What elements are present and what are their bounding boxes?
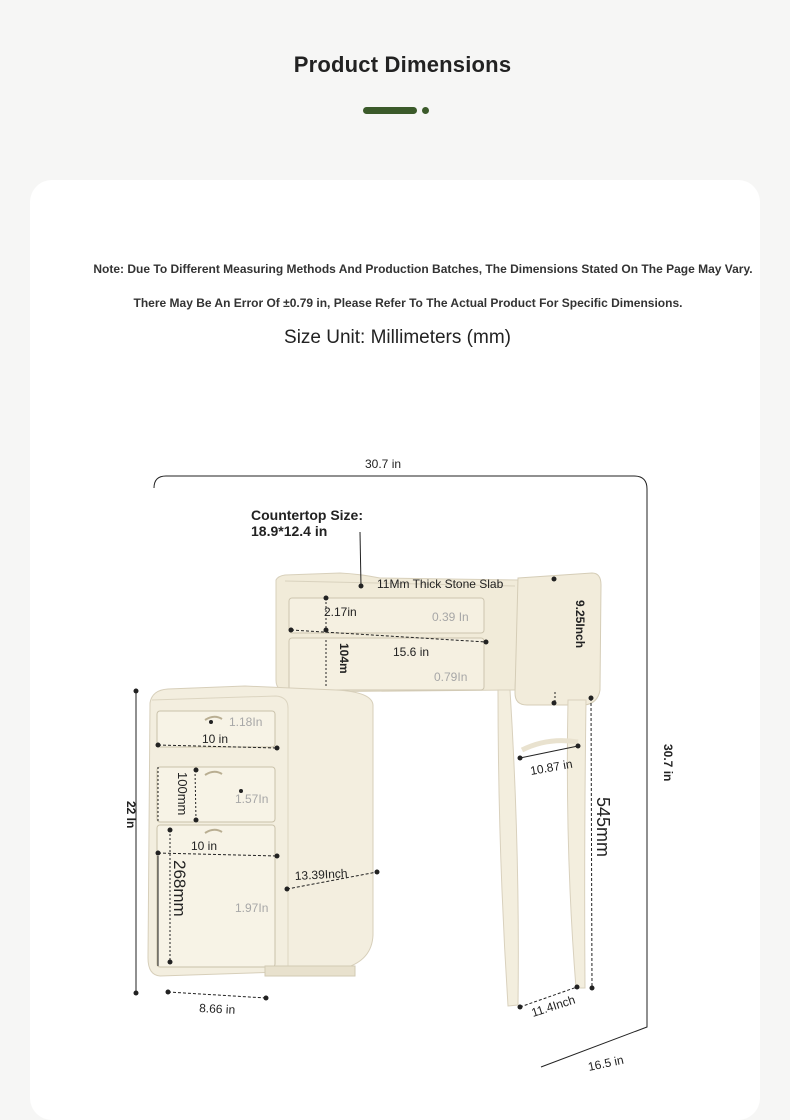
label-overall-width: 30.7 in bbox=[365, 457, 402, 471]
label-slab: 11Mm Thick Stone Slab bbox=[377, 577, 504, 591]
label-leg-depth: 11.4Inch bbox=[529, 992, 577, 1020]
label-leg-height: 545mm bbox=[593, 797, 613, 858]
label-cabinet-width-2: 10 in bbox=[191, 839, 218, 853]
page-title: Product Dimensions bbox=[293, 52, 512, 77]
size-unit: Size Unit: Millimeters (mm) bbox=[284, 327, 511, 348]
label-cabinet-gap-2: 1.57In bbox=[235, 792, 269, 806]
label-cabinet-drawer2-height: 100mm bbox=[175, 772, 190, 816]
note-line-1: Note: Due To Different Measuring Methods And Production Batches, The Dimensions Stated On The Page May Vary. bbox=[93, 262, 753, 276]
label-cabinet-gap-3: 1.97In bbox=[235, 901, 269, 915]
label-cabinet-width: 8.66 in bbox=[198, 1001, 236, 1017]
note-line-2: There May Be An Error Of ±0.79 in, Please Refer To The Actual Product For Specific Dimensions. bbox=[133, 296, 683, 310]
label-cabinet-height: 22 In bbox=[124, 801, 138, 829]
label-cabinet-gap-1: 1.18In bbox=[229, 715, 263, 729]
label-cabinet-width-1: 10 in bbox=[202, 732, 229, 746]
label-cabinet-depth: 13.39Inch bbox=[294, 866, 348, 883]
label-top-width: 15.6 in bbox=[393, 645, 430, 659]
label-countertop-title: Countertop Size: bbox=[251, 507, 363, 523]
label-overall-depth: 16.5 in bbox=[586, 1052, 625, 1074]
label-top-gap: 0.39 In bbox=[432, 610, 469, 624]
label-countertop-size: 18.9*12.4 in bbox=[251, 523, 328, 539]
table-leg-front bbox=[498, 690, 518, 1006]
label-top-drawer-height: 2.17in bbox=[324, 605, 357, 619]
label-leg-span: 10.87 in bbox=[529, 756, 574, 778]
label-side-panel-height: 9.25Inch bbox=[573, 600, 587, 649]
label-top-gap-2: 0.79In bbox=[434, 670, 468, 684]
label-top-lower-height: 104m bbox=[337, 643, 351, 674]
label-cabinet-bottom-height: 268mm bbox=[170, 860, 189, 917]
label-overall-height: 30.7 in bbox=[661, 744, 675, 782]
table-side-panel bbox=[515, 573, 601, 705]
